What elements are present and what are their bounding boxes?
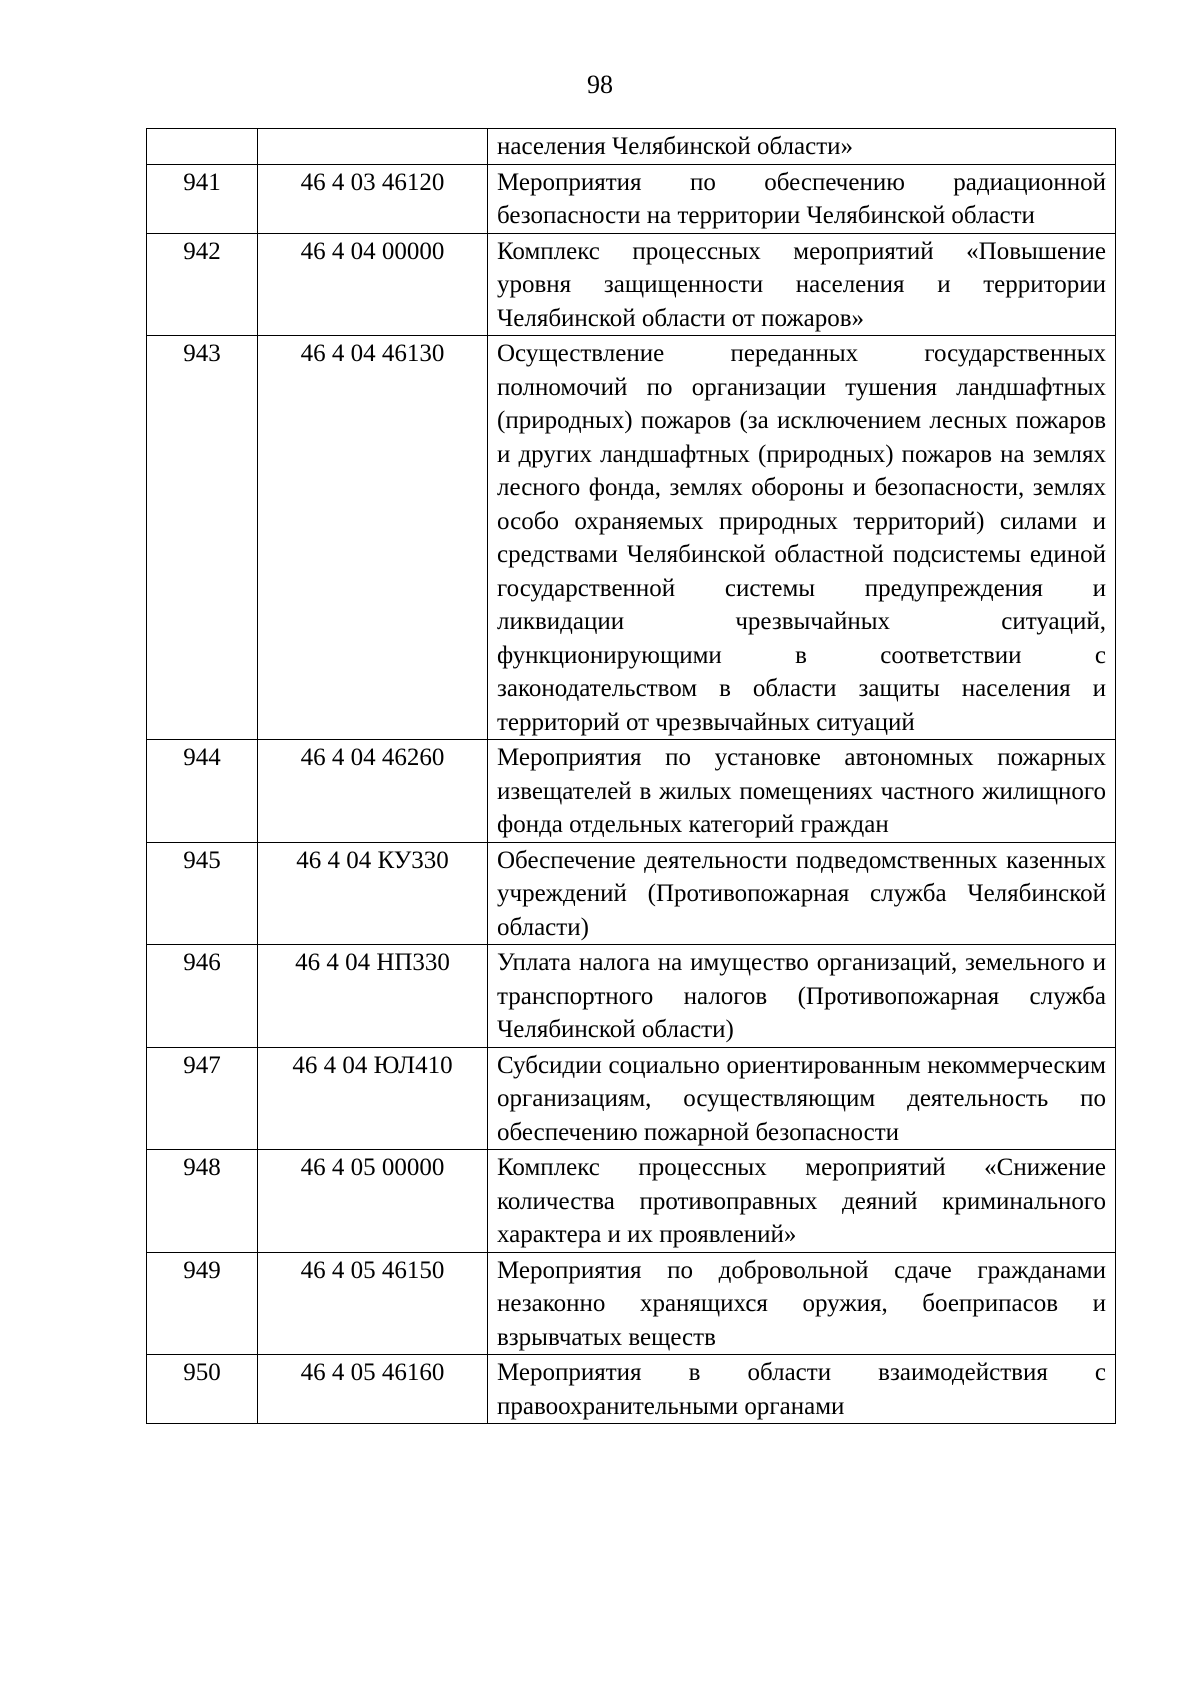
target-code-cell: 46 4 03 46120	[258, 164, 488, 233]
table-row	[147, 336, 1116, 740]
table-row	[147, 842, 1116, 945]
table-row	[147, 233, 1116, 336]
budget-classification-table	[146, 128, 1116, 1424]
expense-name-cell: Мероприятия по обеспечению радиационной безопасности на территории Челябинской области	[488, 164, 1116, 233]
expense-name-cell: Комплекс процессных мероприятий «Снижение количества противоправных деяний криминального характера и их проявлений»	[488, 1150, 1116, 1253]
target-code-cell: 46 4 04 00000	[258, 233, 488, 336]
page-number: 98	[587, 70, 613, 99]
target-code-cell	[258, 129, 488, 165]
row-number-cell: 948	[147, 1150, 258, 1253]
table-row	[147, 1252, 1116, 1355]
table-row	[147, 1150, 1116, 1253]
expense-name-cell: Комплекс процессных мероприятий «Повышение уровня защищенности населения и территории Челябинской области от пожаров»	[488, 233, 1116, 336]
target-code-cell: 46 4 04 46130	[258, 336, 488, 740]
row-number-cell: 945	[147, 842, 258, 945]
row-number-cell: 944	[147, 740, 258, 843]
target-code-cell: 46 4 05 46150	[258, 1252, 488, 1355]
target-code-cell: 46 4 04 НП330	[258, 945, 488, 1048]
expense-name-cell: Обеспечение деятельности подведомственных казенных учреждений (Противопожарная служба Челябинской области)	[488, 842, 1116, 945]
expense-name-cell: Мероприятия по добровольной сдаче гражданами незаконно хранящихся оружия, боеприпасов и взрывчатых веществ	[488, 1252, 1116, 1355]
target-code-cell: 46 4 04 КУ330	[258, 842, 488, 945]
row-number-cell: 942	[147, 233, 258, 336]
expense-name-cell: Мероприятия в области взаимодействия с правоохранительными органами	[488, 1355, 1116, 1424]
table-row	[147, 164, 1116, 233]
expense-name-cell: Мероприятия по установке автономных пожарных извещателей в жилых помещениях частного жилищного фонда отдельных категорий граждан	[488, 740, 1116, 843]
row-number-cell: 946	[147, 945, 258, 1048]
table-row	[147, 1047, 1116, 1150]
table-row	[147, 740, 1116, 843]
target-code-cell: 46 4 04 46260	[258, 740, 488, 843]
row-number-cell: 941	[147, 164, 258, 233]
table-row	[147, 1355, 1116, 1424]
expense-name-cell: Уплата налога на имущество организаций, земельного и транспортного налогов (Противопожарная служба Челябинской области)	[488, 945, 1116, 1048]
row-number-cell: 943	[147, 336, 258, 740]
expense-name-cell: населения Челябинской области»	[488, 129, 1116, 165]
row-number-cell: 947	[147, 1047, 258, 1150]
target-code-cell: 46 4 05 46160	[258, 1355, 488, 1424]
expense-name-cell: Осуществление переданных государственных полномочий по организации тушения ландшафтных (природных) пожаров (за исключением лесных пожаров и других ландшафтных (природных) пожаров на землях лесного фонда, землях обороны и безопасности, землях особо охраняемых природных территорий) силами и средствами Челябинской областной подсистемы единой государственной системы предупреждения и ликвидации чрезвычайных ситуаций, функционирующими в соответствии с законодательством в области защиты населения и территорий от чрезвычайных ситуаций	[488, 336, 1116, 740]
row-number-cell: 950	[147, 1355, 258, 1424]
expense-name-cell: Субсидии социально ориентированным некоммерческим организациям, осуществляющим деятельность по обеспечению пожарной безопасности	[488, 1047, 1116, 1150]
row-number-cell: 949	[147, 1252, 258, 1355]
target-code-cell: 46 4 04 ЮЛ410	[258, 1047, 488, 1150]
table-row	[147, 129, 1116, 165]
target-code-cell: 46 4 05 00000	[258, 1150, 488, 1253]
table-row	[147, 945, 1116, 1048]
row-number-cell	[147, 129, 258, 165]
